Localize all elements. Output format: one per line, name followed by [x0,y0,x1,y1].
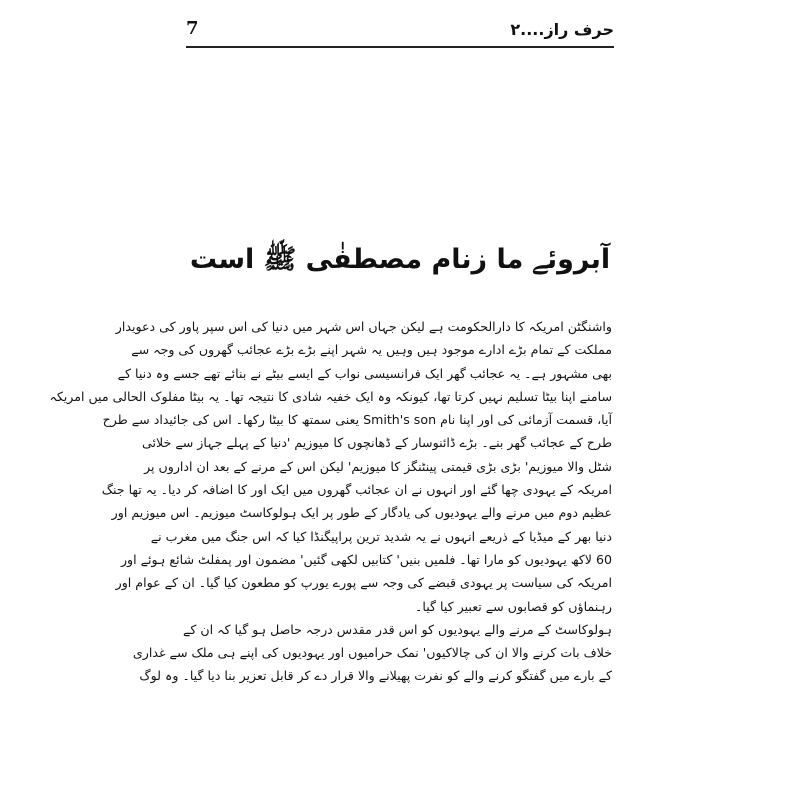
page-header [186,18,614,50]
chapter-title: آبروئے ما زنام مصطفٰی ﷺ است [189,244,611,275]
running-title: حرف راز....۲ [510,20,614,39]
text-line: ہولوکاسٹ کے مرنے والے یہودیوں کو اس قدر مقدس درجہ حاصل ہو گیا کہ ان کے [183,621,612,637]
text-line: 60 لاکھ یہودیوں کو مارا تھا۔ فلمیں بنیں' کتابیں لکھی گئیں' مضمون اور پمفلٹ شائع ہوئے اور [120,551,612,567]
text-line: دنیا بھر کے میڈیا کے ذریعے انہوں نے یہ شدید ترین پراپیگنڈا کیا کہ اس جنگ میں مغرب نے [150,528,612,544]
header-rule [186,46,614,48]
text-line: طرح کے عجائب گھر بنے۔ بڑے ڈائنوسار کے ڈھانچوں کا میوزیم 'دنیا کے پہلے جہاز سے خلائی [142,435,612,451]
text-line: امریکہ کے یہودی چھا گئے اور انہوں نے ان عجائب گھروں میں ایک اور کا اضافہ کر دیا۔ یہ تھا جنگ [101,482,612,498]
text-line: سامنے اپنا بیٹا تسلیم نہیں کرتا تھا، کیونکہ وہ ایک خفیہ شادی کا نتیجہ تھا۔ یہ بیٹا مفلوک الحالی میں امریکہ [49,388,612,404]
text-line: کے بارے میں گفتگو کرنے والے کو نفرت پھیلانے والا قرار دے کر قابل تعزیر بنا دیا گیا۔ وہ لوگ [139,668,612,684]
text-line: آیا، قسمت آزمائی کی اور اپنا نام Smith's son یعنی سمتھ کا بیٹا رکھا۔ اس کی جائیداد سے طرح [102,412,612,428]
text-line: مملکت کے تمام بڑے ادارے موجود ہیں وہیں یہ شہر اپنے بڑے بڑے عجائب گھروں کی وجہ سے [131,342,612,358]
text-line: خلاف بات کرنے والا ان کی چالاکیوں' نمک حرامیوں اور یہودیوں کی اپنے ہی ملک سے غداری [132,645,612,661]
text-line: بھی مشہور ہے۔ یہ عجائب گھر ایک فرانسیسی نواب کے ایسے بیٹے نے بنائے تھے جسے وہ دنیا کے [117,365,612,381]
text-line: عظیم دوم میں مرنے والے یہودیوں کی یادگار کے طور پر ایک ہولوکاسٹ میوزیم۔ اس میوزیم اور [111,505,612,521]
text-line: امریکہ کی سیاست پر یہودی قبضے کی وجہ سے پورے یورپ کو مطعون کیا گیا۔ ان کے عوام اور [115,575,612,591]
page-number: 7 [186,18,199,39]
paragraph-1 [49,315,612,618]
text-line: شٹل والا میوزیم' بڑی بڑی قیمتی پینٹنگز کا میوزیم' لیکن اس کے مرنے کے بعد ان اداروں پر [144,458,612,474]
text-line: رہنماؤں کو قصابوں سے تعبیر کیا گیا۔ [415,598,612,614]
text-line: واشنگٹن امریکہ کا دارالحکومت ہے لیکن جہاں اس شہر میں دنیا کی اس سپر پاور کی دعویدار [115,319,612,334]
paragraph-2 [132,618,612,688]
body-text [49,315,612,688]
